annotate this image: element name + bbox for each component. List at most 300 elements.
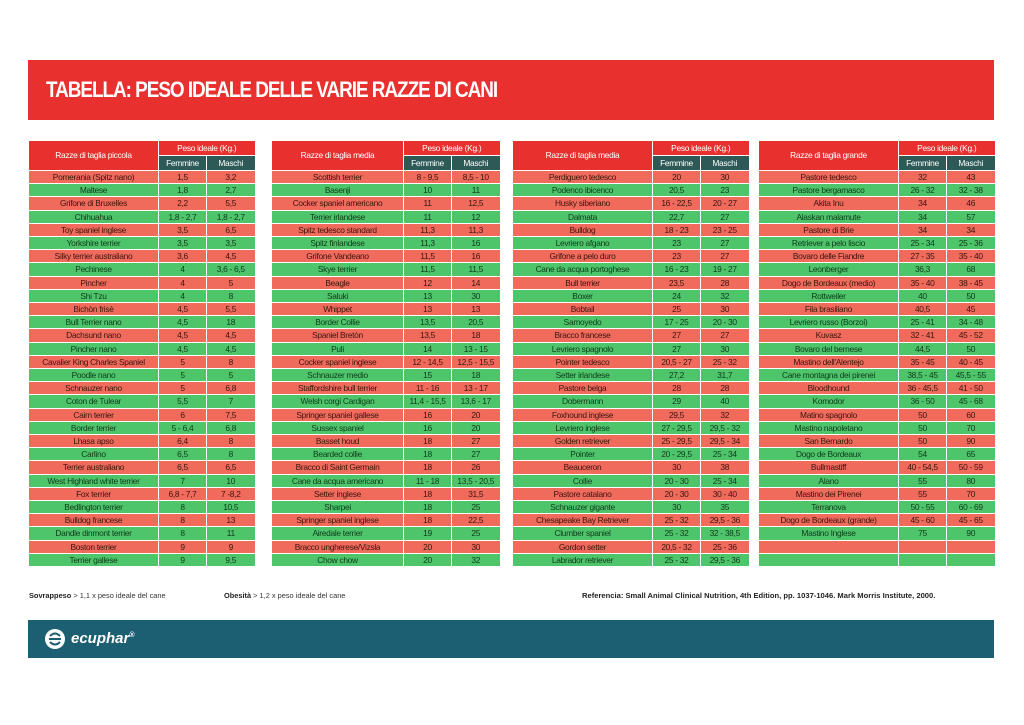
table-row <box>272 184 500 197</box>
obesita-note <box>224 591 345 600</box>
breed-name-cell: Bedlington terrier <box>29 501 159 514</box>
table-row <box>272 527 500 540</box>
breed-name-cell: Whippet <box>272 303 404 316</box>
table-row <box>759 276 995 289</box>
table-row <box>513 382 749 395</box>
maschi-value-cell: 18 <box>452 329 500 342</box>
femmine-value-cell: 28 <box>653 382 701 395</box>
table-row <box>29 210 255 223</box>
femmine-value-cell: 6,8 - 7,7 <box>159 487 207 500</box>
femmine-value-cell: 20 - 30 <box>653 474 701 487</box>
breed-name-cell: Fila brasiliano <box>759 303 899 316</box>
table-row <box>29 527 255 540</box>
table-row <box>29 316 255 329</box>
table-row <box>272 382 500 395</box>
maschi-value-cell: 32 <box>701 408 749 421</box>
femmine-value-cell: 8 <box>159 527 207 540</box>
femmine-value-cell: 36 - 50 <box>899 395 947 408</box>
table-row <box>513 474 749 487</box>
maschi-value-cell: 20 - 27 <box>701 197 749 210</box>
breed-name-cell: Terrier australiano <box>29 461 159 474</box>
maschi-value-cell: 27 <box>701 210 749 223</box>
femmine-value-cell: 54 <box>899 448 947 461</box>
femmine-value-cell: 25 - 29,5 <box>653 435 701 448</box>
table-row <box>29 276 255 289</box>
femmine-value-cell: 12 - 14,5 <box>404 355 452 368</box>
breed-name-cell: Basset houd <box>272 435 404 448</box>
femmine-value-cell: 4,5 <box>159 342 207 355</box>
table-row <box>272 237 500 250</box>
femmine-value-cell: 34 <box>899 223 947 236</box>
breed-name-cell: Toy spaniel inglese <box>29 223 159 236</box>
femmine-value-cell: 17 - 25 <box>653 316 701 329</box>
breed-name-cell: Border Collie <box>272 316 404 329</box>
maschi-value-cell: 22,5 <box>452 514 500 527</box>
maschi-value-cell: 13 <box>207 514 255 527</box>
femmine-value-cell: 10 <box>404 184 452 197</box>
breed-name-cell: Alano <box>759 474 899 487</box>
femmine-value-cell: 14 <box>404 342 452 355</box>
table-row <box>272 250 500 263</box>
maschi-value-cell: 4,5 <box>207 329 255 342</box>
femmine-value-cell: 1,5 <box>159 171 207 184</box>
maschi-header: Maschi <box>701 156 749 171</box>
maschi-value-cell: 27 <box>701 250 749 263</box>
maschi-value-cell: 11 <box>207 527 255 540</box>
femmine-value-cell: 23 <box>653 237 701 250</box>
maschi-value-cell: 30 <box>452 289 500 302</box>
table-row <box>272 342 500 355</box>
femmine-value-cell: 40,5 <box>899 303 947 316</box>
femmine-value-cell: 34 <box>899 210 947 223</box>
maschi-value-cell: 45 - 68 <box>947 395 995 408</box>
maschi-value-cell: 11,5 <box>452 263 500 276</box>
breed-name-cell: Staffordshire bull terrier <box>272 382 404 395</box>
maschi-value-cell: 31,5 <box>452 487 500 500</box>
title-banner <box>28 60 994 120</box>
table-row <box>29 289 255 302</box>
maschi-value-cell: 25 - 34 <box>701 474 749 487</box>
table-row <box>513 197 749 210</box>
table-row <box>513 501 749 514</box>
table-row <box>759 316 995 329</box>
femmine-value-cell: 11,5 <box>404 263 452 276</box>
breed-name-cell: Terrier irlandese <box>272 210 404 223</box>
maschi-value-cell: 14 <box>452 276 500 289</box>
table-row <box>513 223 749 236</box>
brand-logo <box>71 630 135 647</box>
maschi-value-cell: 9,5 <box>207 553 255 566</box>
breed-name-cell: Spitz finlandese <box>272 237 404 250</box>
table-medium-breeds-1 <box>271 141 500 567</box>
maschi-value-cell: 23 <box>701 184 749 197</box>
table-row <box>272 276 500 289</box>
breed-name-cell: Boston terrier <box>29 540 159 553</box>
table-row <box>29 369 255 382</box>
femmine-value-cell: 6 <box>159 408 207 421</box>
table-row <box>759 408 995 421</box>
table-row <box>759 474 995 487</box>
femmine-value-cell: 19 <box>404 527 452 540</box>
table-row <box>759 461 995 474</box>
breed-name-cell: Schnauzer nano <box>29 382 159 395</box>
breed-name-cell: Bulldog francese <box>29 514 159 527</box>
breed-name-cell: Cairn terrier <box>29 408 159 421</box>
maschi-value-cell: 25 - 32 <box>701 355 749 368</box>
femmine-value-cell: 5 <box>159 369 207 382</box>
breed-name-cell: Mastino dell'Alentejo <box>759 355 899 368</box>
maschi-value-cell: 5 <box>207 276 255 289</box>
maschi-value-cell: 9 <box>207 540 255 553</box>
table-row <box>513 514 749 527</box>
breed-name-cell: Bracco ungherese/Vizsla <box>272 540 404 553</box>
maschi-value-cell: 13 - 17 <box>452 382 500 395</box>
breed-name-cell: Levriero russo (Borzoi) <box>759 316 899 329</box>
breed-name-cell: Maltese <box>29 184 159 197</box>
table-row <box>759 553 995 566</box>
table-row <box>29 421 255 434</box>
maschi-value-cell: 13 - 15 <box>452 342 500 355</box>
femmine-value-cell: 11 <box>404 197 452 210</box>
breed-name-cell: Grifone a pelo duro <box>513 250 653 263</box>
maschi-value-cell: 12 <box>452 210 500 223</box>
breed-name-cell: Levriero inglese <box>513 421 653 434</box>
table-row <box>759 514 995 527</box>
maschi-value-cell: 16 <box>452 250 500 263</box>
maschi-value-cell: 2,7 <box>207 184 255 197</box>
breed-name-cell: Bloodhound <box>759 382 899 395</box>
brand-name: ecuphar <box>71 630 130 647</box>
breed-name-cell: Dalmata <box>513 210 653 223</box>
maschi-value-cell: 13 <box>452 303 500 316</box>
table-row <box>272 369 500 382</box>
femmine-value-cell: 36,3 <box>899 263 947 276</box>
breed-name-cell: Pastore bergamasco <box>759 184 899 197</box>
breed-name-cell: Chesapeake Bay Retriever <box>513 514 653 527</box>
breed-name-cell: Yorkshire terrier <box>29 237 159 250</box>
obesita-label: Obesità <box>224 591 252 600</box>
maschi-value-cell: 50 - 59 <box>947 461 995 474</box>
table-row <box>759 237 995 250</box>
femmine-value-cell: 38,5 - 45 <box>899 369 947 382</box>
peso-header: Peso ideale (Kg.) <box>653 141 749 156</box>
table-row <box>513 408 749 421</box>
breed-name-cell: Springer spaniel inglese <box>272 514 404 527</box>
breed-name-cell: Bobtail <box>513 303 653 316</box>
breed-name-cell: Matino spagnolo <box>759 408 899 421</box>
table-row <box>513 540 749 553</box>
femmine-value-cell: 23 <box>653 250 701 263</box>
breed-column-header: Razze di taglia media <box>272 141 404 171</box>
table-row <box>513 316 749 329</box>
breed-name-cell: Pointer tedesco <box>513 355 653 368</box>
breed-name-cell: Bracco di Saint Germain <box>272 461 404 474</box>
maschi-value-cell: 4,5 <box>207 342 255 355</box>
breed-name-cell: Chow chow <box>272 553 404 566</box>
breed-name-cell: Chihuahua <box>29 210 159 223</box>
ecuphar-logo-icon <box>44 628 66 650</box>
table-row <box>759 421 995 434</box>
maschi-value-cell: 5,5 <box>207 197 255 210</box>
breed-name-cell: Spaniel Bretòn <box>272 329 404 342</box>
femmine-value-cell: 7 <box>159 474 207 487</box>
table-row <box>513 184 749 197</box>
breed-name-cell: Cocker spaniel americano <box>272 197 404 210</box>
table-row <box>513 342 749 355</box>
breed-name-cell: Levriero afgano <box>513 237 653 250</box>
table-row <box>272 355 500 368</box>
femmine-value-cell: 9 <box>159 540 207 553</box>
femmine-header: Femmine <box>404 156 452 171</box>
breed-name-cell: Schnauzer medio <box>272 369 404 382</box>
femmine-value-cell: 18 <box>404 501 452 514</box>
maschi-value-cell: 30 <box>701 171 749 184</box>
maschi-value-cell: 46 <box>947 197 995 210</box>
breed-column-header: Razze di taglia media <box>513 141 653 171</box>
femmine-value-cell: 55 <box>899 474 947 487</box>
table-row <box>513 461 749 474</box>
table-row <box>513 263 749 276</box>
table-row <box>759 329 995 342</box>
maschi-value-cell: 4,5 <box>207 250 255 263</box>
maschi-value-cell: 10,5 <box>207 501 255 514</box>
breed-name-cell: Lhasa apso <box>29 435 159 448</box>
breed-name-cell: Sussex spaniel <box>272 421 404 434</box>
table-row <box>513 395 749 408</box>
breed-name-cell: Scottish terrier <box>272 171 404 184</box>
breed-column-header: Razze di taglia piccola <box>29 141 159 171</box>
femmine-value-cell: 1,8 <box>159 184 207 197</box>
femmine-value-cell: 5 - 6,4 <box>159 421 207 434</box>
maschi-value-cell: 7,5 <box>207 408 255 421</box>
maschi-value-cell: 25 - 36 <box>947 237 995 250</box>
femmine-value-cell: 11,4 - 15,5 <box>404 395 452 408</box>
femmine-value-cell: 27,2 <box>653 369 701 382</box>
femmine-value-cell: 35 - 40 <box>899 276 947 289</box>
breed-name-cell: Carlino <box>29 448 159 461</box>
table-row <box>513 289 749 302</box>
table-row <box>759 382 995 395</box>
femmine-value-cell: 20 <box>404 540 452 553</box>
maschi-value-cell: 90 <box>947 527 995 540</box>
femmine-value-cell: 16 <box>404 408 452 421</box>
femmine-value-cell: 20,5 - 32 <box>653 540 701 553</box>
breed-name-cell: Dandle dinmont terrier <box>29 527 159 540</box>
table-row <box>29 184 255 197</box>
table-row <box>759 250 995 263</box>
femmine-value-cell: 16 <box>404 421 452 434</box>
breed-name-cell: Collie <box>513 474 653 487</box>
table-row <box>29 382 255 395</box>
table-row <box>272 501 500 514</box>
breed-name-cell: Husky siberiano <box>513 197 653 210</box>
femmine-value-cell: 36 - 45,5 <box>899 382 947 395</box>
maschi-value-cell: 38 <box>701 461 749 474</box>
maschi-value-cell: 90 <box>947 435 995 448</box>
maschi-value-cell: 50 <box>947 342 995 355</box>
maschi-value-cell: 6,8 <box>207 382 255 395</box>
femmine-value-cell: 11,3 <box>404 223 452 236</box>
maschi-header: Maschi <box>947 156 995 171</box>
femmine-value-cell: 25 - 32 <box>653 527 701 540</box>
breed-name-cell: Spitz tedesco standard <box>272 223 404 236</box>
table-row <box>272 329 500 342</box>
breed-name-cell: Welsh corgi Cardigan <box>272 395 404 408</box>
maschi-value-cell: 16 <box>452 237 500 250</box>
femmine-value-cell: 50 <box>899 408 947 421</box>
femmine-value-cell: 1,8 - 2,7 <box>159 210 207 223</box>
femmine-value-cell: 27 - 35 <box>899 250 947 263</box>
breed-name-cell: Boxer <box>513 289 653 302</box>
maschi-value-cell: 5,5 <box>207 303 255 316</box>
femmine-value-cell: 25 <box>653 303 701 316</box>
table-row <box>759 487 995 500</box>
femmine-value-cell: 40 <box>899 289 947 302</box>
table-row <box>513 435 749 448</box>
femmine-value-cell: 11,5 <box>404 250 452 263</box>
table-row <box>759 184 995 197</box>
maschi-value-cell: 40 - 45 <box>947 355 995 368</box>
peso-header: Peso ideale (Kg.) <box>404 141 500 156</box>
reference-note: Referencia: Small Animal Clinical Nutrition, 4th Edition, pp. 1037-1046. Mark Morris Institute, 2000. <box>582 591 936 600</box>
maschi-value-cell: 6,5 <box>207 461 255 474</box>
maschi-value-cell: 23 - 25 <box>701 223 749 236</box>
table-row <box>29 435 255 448</box>
table-row <box>759 369 995 382</box>
table-row <box>759 527 995 540</box>
maschi-value-cell: 68 <box>947 263 995 276</box>
breed-name-cell: Shi Tzu <box>29 289 159 302</box>
femmine-value-cell: 15 <box>404 369 452 382</box>
femmine-value-cell: 20 - 29,5 <box>653 448 701 461</box>
femmine-value-cell: 3,5 <box>159 223 207 236</box>
table-row <box>759 197 995 210</box>
maschi-value-cell: 65 <box>947 448 995 461</box>
breed-name-cell: Perdiguero tedesco <box>513 171 653 184</box>
maschi-value-cell: 18 <box>452 369 500 382</box>
breed-name-cell: Setter inglese <box>272 487 404 500</box>
maschi-value-cell: 25 - 36 <box>701 540 749 553</box>
femmine-value-cell: 27 <box>653 342 701 355</box>
maschi-value-cell: 30 <box>701 342 749 355</box>
table-row <box>513 171 749 184</box>
breed-name-cell: Cocker spaniel inglese <box>272 355 404 368</box>
maschi-value-cell: 35 - 40 <box>947 250 995 263</box>
breed-name-cell: Bullmastiff <box>759 461 899 474</box>
femmine-value-cell: 8 <box>159 501 207 514</box>
table-row <box>759 342 995 355</box>
maschi-value-cell: 57 <box>947 210 995 223</box>
table-row <box>29 487 255 500</box>
breed-name-cell: Retriever a pelo liscio <box>759 237 899 250</box>
breed-name-cell: Labrador retriever <box>513 553 653 566</box>
maschi-value-cell <box>947 540 995 553</box>
table-row <box>29 514 255 527</box>
table-row <box>272 448 500 461</box>
maschi-value-cell: 7 <box>207 395 255 408</box>
femmine-value-cell: 25 - 34 <box>899 237 947 250</box>
table-row <box>759 171 995 184</box>
breed-name-cell: Beauceron <box>513 461 653 474</box>
femmine-value-cell: 25 - 41 <box>899 316 947 329</box>
maschi-value-cell: 32 - 38 <box>947 184 995 197</box>
maschi-value-cell: 25 <box>452 527 500 540</box>
maschi-value-cell: 12,5 - 15,5 <box>452 355 500 368</box>
maschi-value-cell: 5 <box>207 369 255 382</box>
femmine-value-cell: 5 <box>159 382 207 395</box>
breed-name-cell: Grifone Vandeano <box>272 250 404 263</box>
sovrappeso-note <box>29 591 166 600</box>
femmine-value-cell: 25 - 32 <box>653 514 701 527</box>
breed-name-cell: Dachsund nano <box>29 329 159 342</box>
femmine-value-cell: 30 <box>653 461 701 474</box>
table-row <box>513 276 749 289</box>
breed-name-cell: Golden retriever <box>513 435 653 448</box>
breed-name-cell: Pastore catalano <box>513 487 653 500</box>
maschi-value-cell: 25 - 34 <box>701 448 749 461</box>
maschi-value-cell: 45 - 65 <box>947 514 995 527</box>
breed-name-cell: Leonberger <box>759 263 899 276</box>
breed-name-cell: Border terrier <box>29 421 159 434</box>
breed-name-cell: Bracco francese <box>513 329 653 342</box>
breed-name-cell: Beagle <box>272 276 404 289</box>
breed-column-header: Razze di taglia grande <box>759 141 899 171</box>
femmine-value-cell: 13,5 <box>404 316 452 329</box>
breed-name-cell: Springer spaniel gallese <box>272 408 404 421</box>
maschi-value-cell: 26 <box>452 461 500 474</box>
femmine-value-cell: 5 <box>159 355 207 368</box>
breed-name-cell: Pastore di Brie <box>759 223 899 236</box>
femmine-value-cell: 6,5 <box>159 461 207 474</box>
maschi-value-cell: 11,3 <box>452 223 500 236</box>
maschi-value-cell: 20 <box>452 408 500 421</box>
table-row <box>759 210 995 223</box>
maschi-value-cell: 20,5 <box>452 316 500 329</box>
maschi-value-cell: 8 <box>207 289 255 302</box>
maschi-value-cell: 28 <box>701 276 749 289</box>
table-row <box>759 355 995 368</box>
breed-name-cell: Alaskan malamute <box>759 210 899 223</box>
femmine-value-cell: 5,5 <box>159 395 207 408</box>
breed-name-cell: Poodle nano <box>29 369 159 382</box>
page-title: TABELLA: PESO IDEALE DELLE VARIE RAZZE DI CANI <box>46 77 498 102</box>
peso-header: Peso ideale (Kg.) <box>159 141 255 156</box>
table-row <box>272 289 500 302</box>
breed-name-cell: Pointer <box>513 448 653 461</box>
maschi-value-cell: 35 <box>701 501 749 514</box>
maschi-value-cell: 28 <box>701 382 749 395</box>
maschi-value-cell: 60 - 69 <box>947 501 995 514</box>
table-row <box>272 263 500 276</box>
table-large-breeds <box>758 141 995 567</box>
table-row <box>513 487 749 500</box>
table-row <box>29 474 255 487</box>
breed-name-cell: Grifone di Bruxelles <box>29 197 159 210</box>
table-row <box>272 395 500 408</box>
maschi-value-cell: 38 - 45 <box>947 276 995 289</box>
femmine-value-cell: 4 <box>159 289 207 302</box>
maschi-value-cell: 8 <box>207 355 255 368</box>
maschi-header: Maschi <box>452 156 500 171</box>
table-row <box>759 501 995 514</box>
breed-name-cell: Rottweiler <box>759 289 899 302</box>
breed-name-cell: Komodor <box>759 395 899 408</box>
femmine-value-cell: 4 <box>159 263 207 276</box>
femmine-value-cell: 13 <box>404 289 452 302</box>
maschi-value-cell: 32 - 38,5 <box>701 527 749 540</box>
table-row <box>513 369 749 382</box>
breed-name-cell: Puli <box>272 342 404 355</box>
